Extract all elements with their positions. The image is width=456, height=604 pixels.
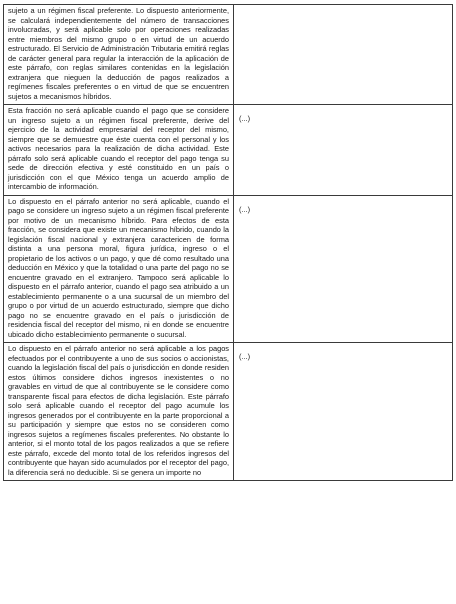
left-cell: [4, 5, 234, 105]
table-row: [4, 5, 453, 105]
paragraph: Lo dispuesto en el párrafo anterior no será aplicable, cuando el pago se considere un ingreso sujeto a un régimen fiscal preferente por motivo de un mecanismo híbrido. Para efectos de esta fracción, se considera que existe un mecanismo híbrido, cuando la legislación fiscal nacional y extranjera caractericen de forma distinta a una persona moral, figura jurídica, ingreso o el propietario de los activos o un pago, y que dé como resultado una deducción en México y que la totalidad o una parte del pago no se encuentre gravado en el extranjero. Tampoco será aplicable lo dispuesto en el párrafo anterior, cuando el pago sea atribuido a un establecimiento permanente o a una sucursal de un miembro del grupo o por virtud de un acuerdo estructurado, siempre que dicho pago no se encuentre gravado en el país o jurisdicción de residencia fiscal del receptor del mismo, ni en donde se encuentre ubicado dicho establecimiento permanente o sucursal.: [8, 196, 229, 339]
table-row: [4, 105, 453, 196]
right-cell: [234, 105, 453, 196]
comparison-table: [3, 4, 453, 481]
paragraph: Esta fracción no será aplicable cuando el pago que se considere un ingreso sujeto a un régimen fiscal preferente, derive del ejercicio de la actividad empresarial del receptor del mismo, siempre que se demuestre que éste cuenta con el personal y los activos necesarios para la realización de dicha actividad. Este párrafo solo será aplicable cuando el receptor del pago tenga su sede de dirección efectiva y esté constituido en un país o jurisdicción con el que México tenga un acuerdo amplio de intercambio de información.: [8, 106, 229, 191]
left-cell: [4, 195, 234, 343]
paragraph: Lo dispuesto en el párrafo anterior no será aplicable a los pagos efectuados por el contribuyente a uno de sus socios o accionistas, cuando la legislación fiscal del país o jurisdicción en donde residen estos últimos considere dichos ingresos inexistentes o no gravables en virtud de que al contribuyente se le considere como transparente fiscal para efectos de dicha legislación. Este párrafo solo será aplicable cuando el receptor del pago acumule los ingresos generados por el contribuyente en la parte proporcional a su participación y siempre que estos no se consideren como ingresos sujetos a regímenes fiscales preferentes. No obstante lo anterior, si el monto total de los pagos realizados a que se refiere este párrafo, excede del monto total de los referidos ingresos del contribuyente que hayan sido acumulados por el receptor del pago, la diferencia será no deducible. Si se genera un importe no: [8, 344, 229, 477]
right-cell: [234, 343, 453, 481]
ellipsis-text: (...): [239, 204, 251, 214]
right-cell: [234, 195, 453, 343]
ellipsis-text: (...): [239, 114, 251, 123]
table-row: [4, 195, 453, 343]
right-cell: [234, 5, 453, 105]
left-cell: [4, 343, 234, 481]
left-cell: [4, 105, 234, 196]
ellipsis-text: (...): [239, 352, 251, 361]
paragraph: sujeto a un régimen fiscal preferente. Lo dispuesto anteriormente, se calculará independientemente del número de transacciones involucradas, y será aplicable solo por operaciones realizadas entre miembros del mismo grupo o en virtud de un acuerdo estructurado. El Servicio de Administración Tributaria emitirá reglas de carácter general para regular la interacción de la aplicación de este párrafo, con reglas similares contenidas en la legislación extranjera que nieguen la deducción de pagos realizados a regímenes fiscales preferentes o en virtud de que se encuentren sujetos a mecanismos híbridos.: [8, 6, 229, 101]
table-row: [4, 343, 453, 481]
